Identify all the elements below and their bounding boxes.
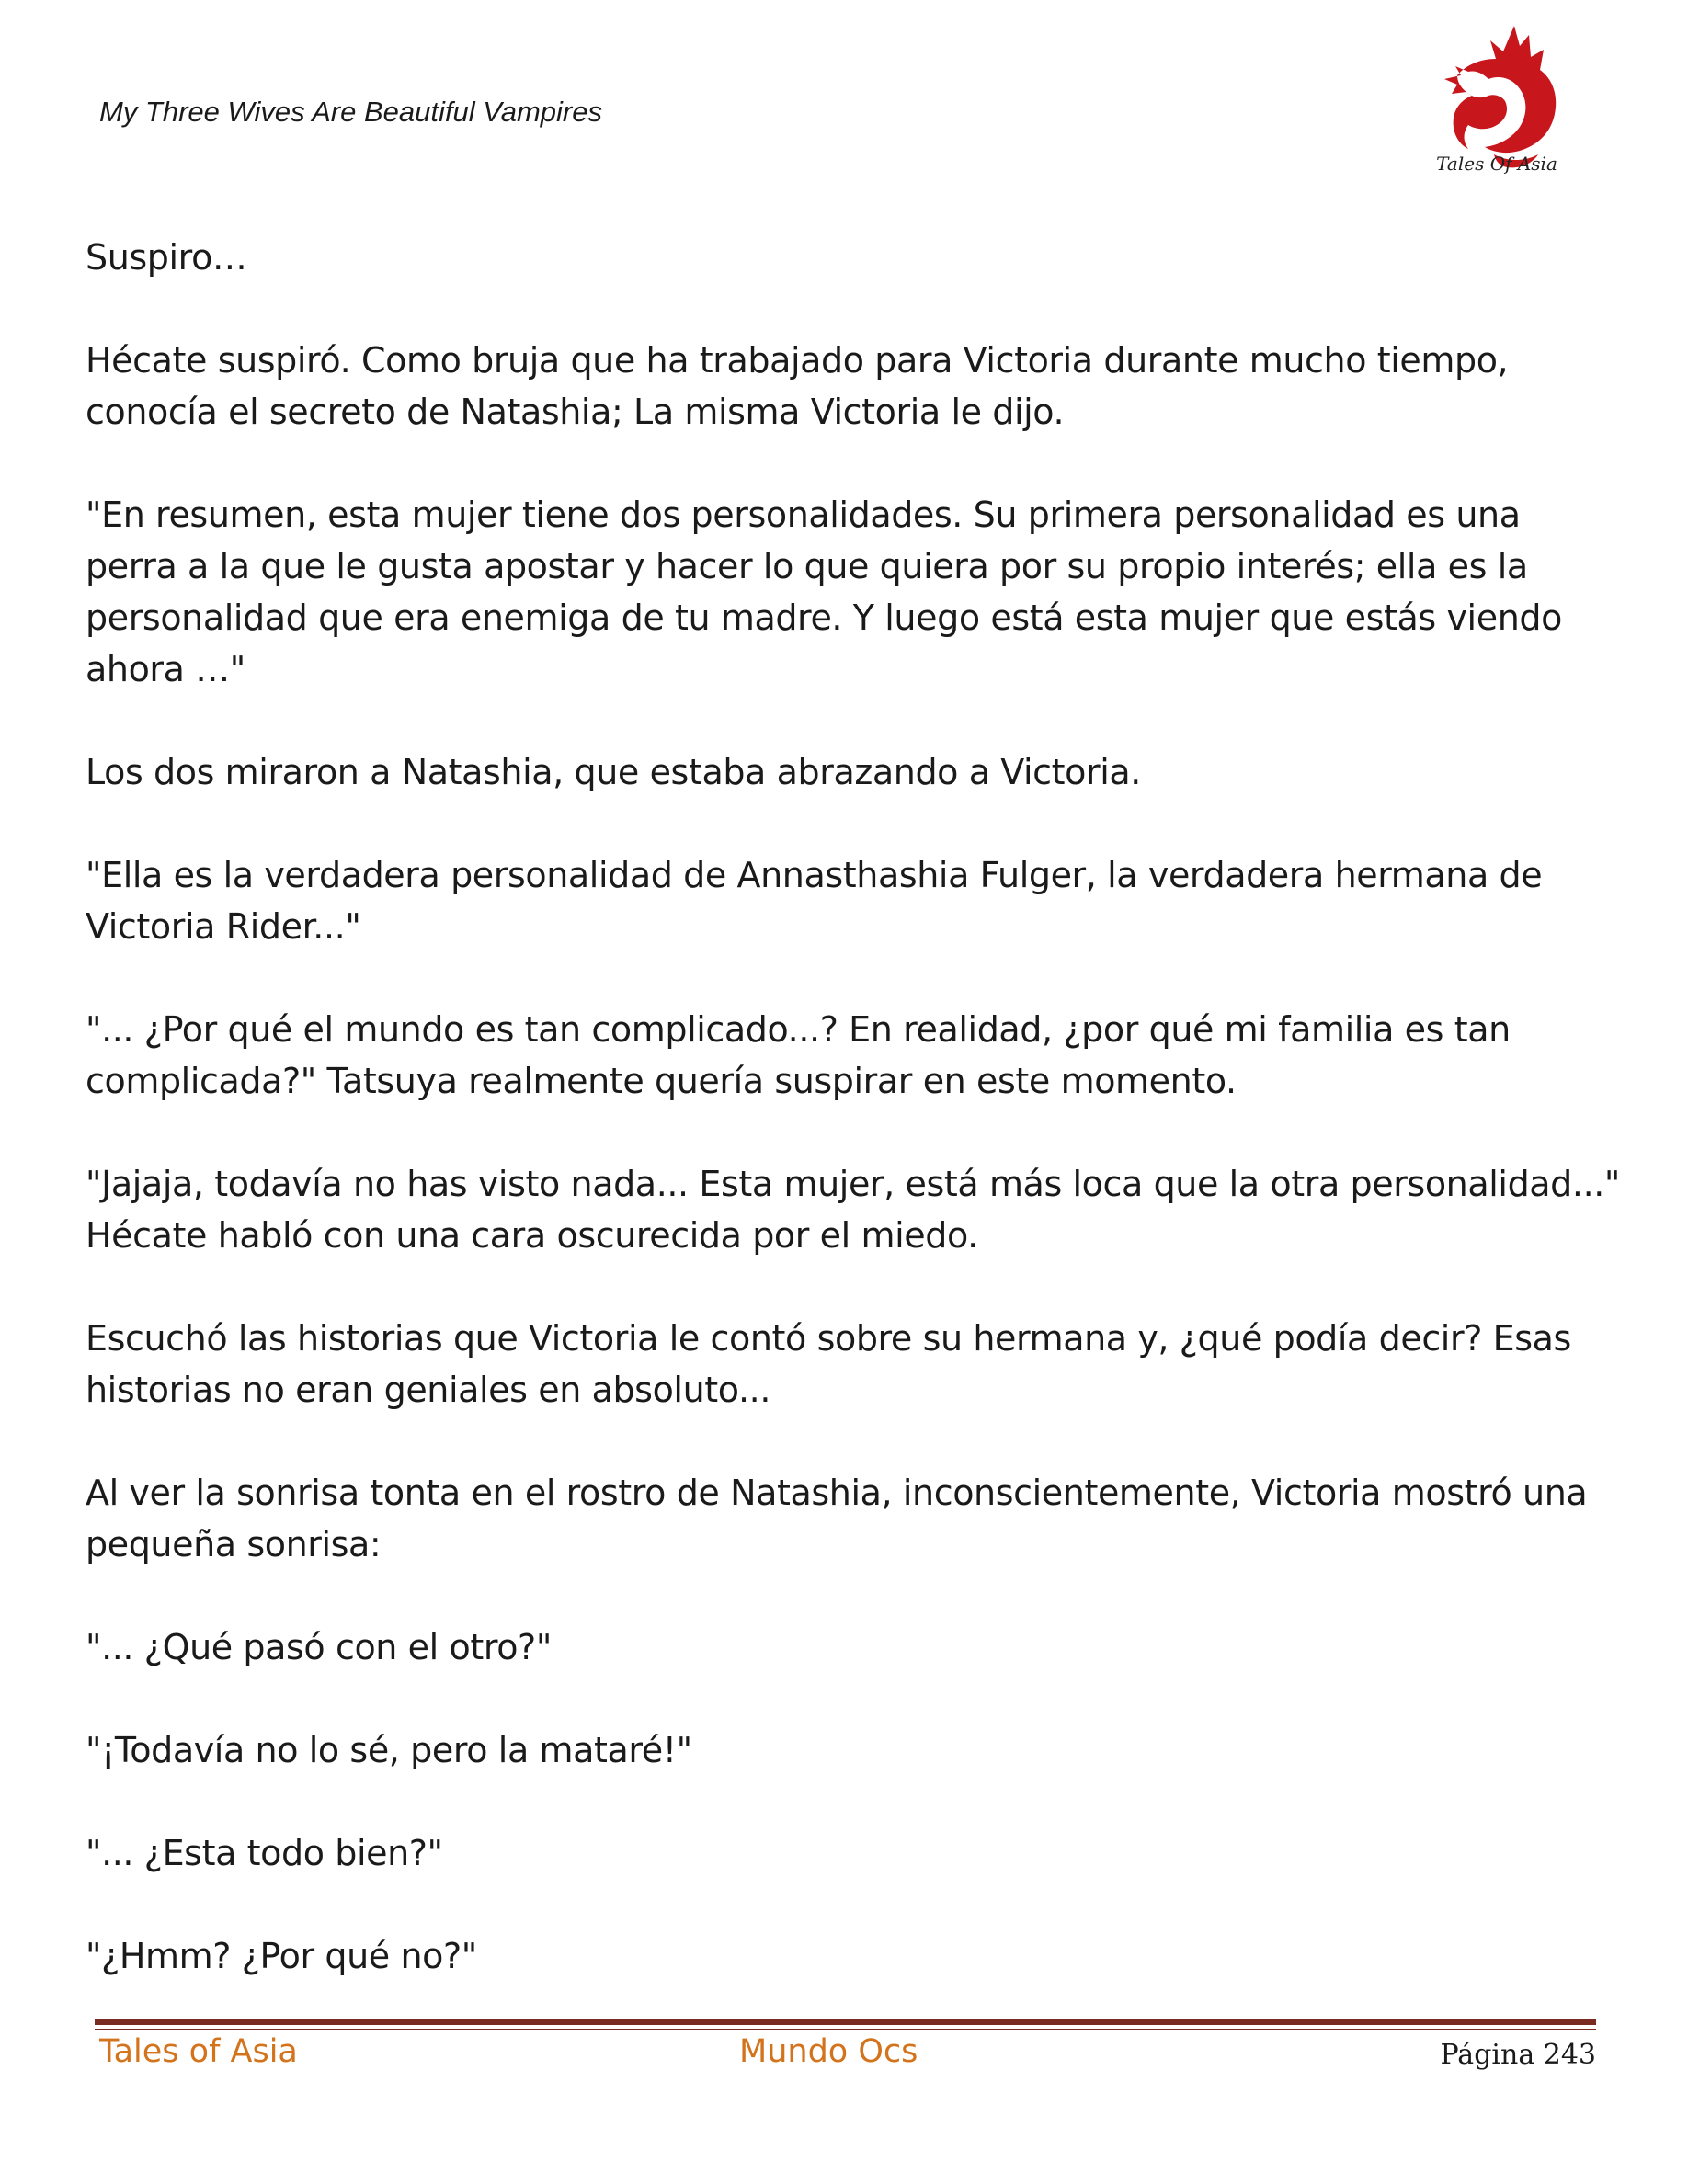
paragraph: "Jajaja, todavía no has visto nada... Esta mujer, está más loca que la otra personalidad..." Hécate habló con una cara oscurecida por el miedo. [86,1164,1621,1256]
paragraph: Hécate suspiró. Como bruja que ha trabajado para Victoria durante mucho tiempo, conocía el secreto de Natashia; La misma Victoria le dijo. [86,340,1509,432]
footer-divider [95,2019,1596,2025]
logo-text: Tales Of Asia [1436,153,1557,175]
page-number: Página 243 [1440,2039,1596,2071]
paragraph: "¡Todavía no lo sé, pero la mataré!" [86,1730,692,1770]
footer-divider-thin [95,2029,1596,2030]
paragraph: "... ¿Esta todo bien?" [86,1833,443,1873]
book-title: My Three Wives Are Beautiful Vampires [99,96,602,128]
paragraph: Al ver la sonrisa tonta en el rostro de Natashia, inconscientemente, Victoria mostró una pequeña sonrisa: [86,1473,1588,1564]
footer-site-name: Tales of Asia [99,2033,298,2070]
paragraph: "... ¿Qué pasó con el otro?" [86,1627,552,1667]
paragraph: "En resumen, esta mujer tiene dos personalidades. Su primera personalidad es una perra a la que le gusta apostar y hacer lo que quiera por su propio interés; ella es la personalidad que era enemiga de tu madre. Y luego está esta mujer que estás viendo ahora …" [86,495,1562,689]
paragraph: "Ella es la verdadera personalidad de Annasthashia Fulger, la verdadera hermana de Victoria Rider..." [86,855,1543,947]
paragraph: "... ¿Por qué el mundo es tan complicado...? En realidad, ¿por qué mi familia es tan complicada?" Tatsuya realmente quería suspirar en este momento. [86,1009,1511,1101]
paragraph: Suspiro… [86,237,247,278]
footer-group-name: Mundo Ocs [739,2033,918,2070]
paragraph: Los dos miraron a Natashia, que estaba abrazando a Victoria. [86,752,1141,792]
chapter-body [86,232,1621,2033]
paragraph: Escuchó las historias que Victoria le contó sobre su hermana y, ¿qué podía decir? Esas historias no eran geniales en absoluto... [86,1318,1571,1410]
paragraph: "¿Hmm? ¿Por qué no?" [86,1936,477,1976]
